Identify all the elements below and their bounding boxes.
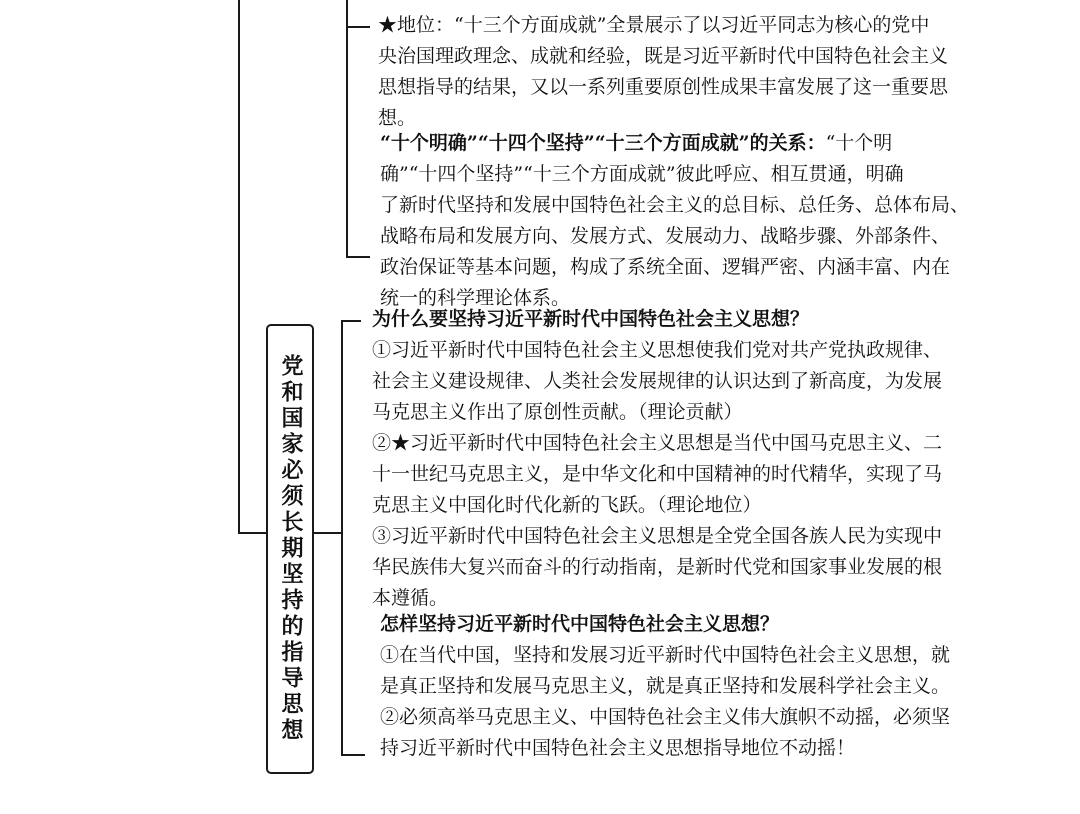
box-right-connector [314,532,342,534]
text-line: 政治保证等基本问题，构成了系统全面、逻辑严密、内涵丰富、内在 [380,256,951,278]
text-line: 克思主义中国化时代化新的飞跃。（理论地位） [372,494,762,516]
text-line: 华民族伟大复兴而奋斗的行动指南，是新时代党和国家事业发展的根 [372,556,943,578]
text-line: 想。 [378,107,417,129]
bottom-bracket-line [341,320,343,756]
text-line: 是真正坚持和发展马克思主义，就是真正坚持和发展科学社会主义。 [380,675,951,697]
bottom-bracket-tick-bottom [341,754,365,756]
text-line: 确”“十四个坚持”“十三个方面成就”彼此呼应、相互贯通，明确 [380,163,904,185]
text-line: ①习近平新时代中国特色社会主义思想使我们党对共产党执政规律、 [372,339,943,361]
text-line: ③习近平新时代中国特色社会主义思想是全党全国各族人民为实现中 [372,525,943,547]
how-heading: 怎样坚持习近平新时代中国特色社会主义思想？ [380,613,780,635]
why-section [372,304,942,614]
why-heading: 为什么要坚持习近平新时代中国特色社会主义思想？ [372,308,810,330]
text-line: 央治国理政理念、成就和经验，既是习近平新时代中国特色社会主义 [378,45,949,67]
vertical-title: 党和国家必须长期坚持的指导思想 [278,354,303,744]
bottom-bracket-tick-top [341,320,361,322]
text-line: 统一的科学理论体系。 [380,287,571,309]
text-line: 了新时代坚持和发展中国特色社会主义的总目标、总任务、总体布局、 [380,194,970,216]
top-bracket-line [346,0,348,258]
position-paragraph [378,10,948,134]
top-bracket-tick-2 [346,256,370,258]
text-line: ②★习近平新时代中国特色社会主义思想是当代中国马克思主义、二 [372,432,943,454]
text-line: 思想指导的结果，又以一系列重要原创性成果丰富发展了这一重要思 [378,76,949,98]
text-line: ②必须高举马克思主义、中国特色社会主义伟大旗帜不动摇，必须坚 [380,706,951,728]
text-line: ★地位：“十三个方面成就”全景展示了以习近平同志为核心的党中 [378,14,930,36]
text-line: 战略布局和发展方向、发展方式、发展动力、战略步骤、外部条件、 [380,225,951,247]
text-line: 本遵循。 [372,587,449,609]
relation-paragraph [380,128,969,314]
text-line: 十一世纪马克思主义，是中华文化和中国精神的时代精华，实现了马 [372,463,943,485]
main-horizontal-connector [238,532,266,534]
top-bracket-tick-1 [346,26,370,28]
text-line: 持习近平新时代中国特色社会主义思想指导地位不动摇！ [380,737,856,759]
text-line: 社会主义建设规律、人类社会发展规律的认识达到了新高度，为发展 [372,370,943,392]
how-section [380,609,950,764]
relation-first-rest: “十个明 [825,132,893,154]
text-line: ①在当代中国，坚持和发展习近平新时代中国特色社会主义思想，就 [380,644,951,666]
vertical-title-box [266,324,314,774]
text-line [380,128,969,159]
relation-heading: “十个明确”“十四个坚持”“十三个方面成就”的关系： [380,132,826,154]
text-line: 马克思主义作出了原创性贡献。（理论贡献） [372,401,743,423]
main-vertical-line [238,0,240,533]
